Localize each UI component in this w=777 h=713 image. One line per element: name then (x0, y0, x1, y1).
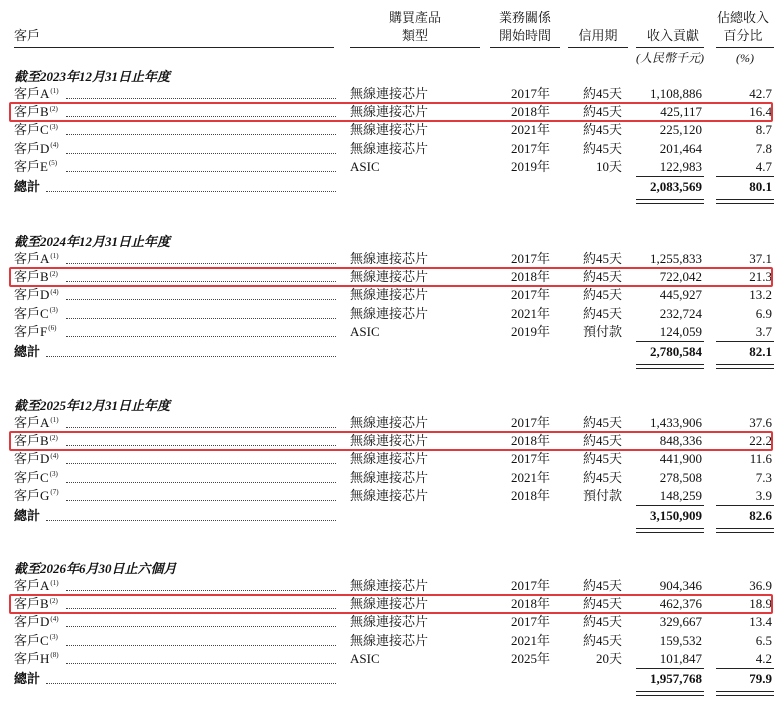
revenue-value: 148,259 (659, 487, 702, 503)
product-type: 無線連接芯片 (350, 614, 429, 630)
credit-term: 預付款 (582, 323, 622, 339)
leader-dots (66, 482, 336, 483)
credit-term: 約45天 (582, 269, 622, 285)
product-type: 無線連接芯片 (350, 287, 429, 303)
total-label: 總計 (14, 344, 41, 359)
customer-name (14, 287, 59, 303)
footnote-marker: (2) (49, 596, 58, 605)
product-type: 無線連接芯片 (350, 122, 429, 138)
revenue-share: 7.3 (755, 469, 772, 485)
relationship-year: 2018年 (510, 596, 550, 612)
revenue-value: 1,255,833 (650, 251, 702, 266)
product-type: 無線連接芯片 (350, 140, 429, 156)
customer-label: 客戶A (14, 86, 50, 101)
customer-label: 客戶A (14, 415, 50, 430)
relationship-year: 2017年 (510, 287, 550, 303)
section-title: 截至2025年12月31日止年度 (14, 398, 171, 413)
header-revenue: 收入貢獻 (646, 28, 699, 43)
total-double-rule-share (716, 364, 774, 369)
customer-label: 客戶B (14, 596, 49, 612)
product-type: 無線連接芯片 (350, 305, 429, 321)
customer-label: 客戶E (14, 158, 48, 174)
revenue-share: 37.1 (749, 251, 772, 266)
leader-dots (66, 318, 336, 319)
leader-dots (66, 463, 336, 464)
product-type: ASIC (350, 158, 380, 174)
revenue-share: 13.2 (749, 287, 772, 303)
total-label: 總計 (14, 671, 41, 686)
customer-name (14, 86, 59, 102)
revenue-share: 11.6 (749, 451, 772, 467)
total-leader-dots (46, 520, 336, 521)
footnote-marker: (3) (49, 306, 58, 315)
product-type: 無線連接芯片 (350, 469, 429, 485)
customer-label: 客戶B (14, 433, 49, 449)
header-product-line2: 類型 (401, 28, 428, 43)
footnote-marker: (1) (50, 86, 59, 95)
revenue-share: 8.7 (755, 122, 772, 138)
customer-name (14, 324, 56, 340)
leader-dots (66, 98, 336, 99)
customer-label: 客戶D (14, 287, 50, 303)
leader-dots (66, 299, 336, 300)
revenue-value: 225,120 (659, 122, 702, 138)
header-rule-relationship (490, 47, 560, 48)
customer-label: 客戶A (14, 251, 50, 266)
footnote-marker: (1) (50, 251, 59, 260)
customer-label: 客戶H (14, 650, 50, 666)
leader-dots (66, 153, 336, 154)
footnote-marker: (1) (50, 415, 59, 424)
relationship-year: 2017年 (510, 140, 550, 156)
customer-name (14, 651, 59, 667)
relationship-year: 2017年 (510, 451, 550, 467)
product-type: 無線連接芯片 (350, 415, 429, 430)
credit-term: 約45天 (582, 104, 622, 120)
revenue-value: 445,927 (659, 287, 702, 303)
relationship-year: 2018年 (510, 104, 550, 120)
customer-name (14, 159, 57, 175)
leader-dots (66, 500, 336, 501)
customer-label: 客戶C (14, 632, 49, 648)
total-label: 總計 (14, 179, 41, 194)
total-share: 79.9 (749, 671, 772, 686)
revenue-share: 3.9 (755, 487, 772, 503)
total-revenue: 1,957,768 (650, 671, 702, 686)
customer-label: 客戶G (14, 487, 50, 503)
footnote-marker: (4) (50, 615, 59, 624)
leader-dots (66, 626, 336, 627)
customer-label: 客戶B (14, 104, 49, 120)
product-type: 無線連接芯片 (350, 596, 429, 612)
revenue-share: 21.3 (749, 269, 772, 285)
customer-name (14, 633, 58, 649)
product-type: 無線連接芯片 (350, 487, 429, 503)
revenue-value: 462,376 (659, 596, 702, 612)
section-title: 截至2024年12月31日止年度 (14, 234, 171, 249)
customer-name (14, 578, 59, 594)
revenue-share: 3.7 (755, 323, 772, 339)
revenue-share: 6.9 (755, 305, 772, 321)
revenue-value: 232,724 (659, 305, 702, 321)
customer-name (14, 306, 58, 322)
section-title: 截至2026年6月30日止六個月 (14, 561, 177, 576)
footnote-marker: (4) (50, 141, 59, 150)
total-rule-share (716, 505, 774, 506)
revenue-value: 329,667 (659, 614, 702, 630)
footnote-marker: (3) (49, 633, 58, 642)
total-rule-revenue (636, 505, 704, 506)
highlight-box (9, 102, 773, 122)
revenue-share: 42.7 (749, 86, 772, 101)
credit-term: 約45天 (582, 451, 622, 467)
total-rule-share (716, 341, 774, 342)
revenue-share: 37.6 (749, 415, 772, 430)
credit-term: 約45天 (582, 614, 622, 630)
revenue-share: 4.7 (755, 158, 772, 174)
credit-term: 約45天 (582, 140, 622, 156)
revenue-share: 6.5 (755, 632, 772, 648)
total-leader-dots (46, 683, 336, 684)
revenue-value: 441,900 (659, 451, 702, 467)
header-share-line2: 百分比 (723, 28, 763, 43)
total-label: 總計 (14, 508, 41, 523)
credit-term: 20天 (595, 650, 622, 666)
header-rule-customer (14, 47, 334, 48)
total-share: 82.6 (749, 508, 772, 523)
customer-label: 客戶A (14, 578, 50, 593)
highlight-box (9, 431, 773, 451)
revenue-value: 1,433,906 (650, 415, 702, 430)
credit-term: 約45天 (582, 578, 622, 593)
highlight-box (9, 267, 773, 287)
customer-name (14, 251, 59, 267)
total-double-rule-revenue (636, 528, 704, 533)
product-type: ASIC (350, 650, 380, 666)
footnote-marker: (8) (50, 651, 59, 660)
relationship-year: 2021年 (510, 632, 550, 648)
product-type: 無線連接芯片 (350, 451, 429, 467)
footnote-marker: (2) (49, 104, 58, 113)
product-type: 無線連接芯片 (350, 433, 429, 449)
credit-term: 約45天 (582, 596, 622, 612)
customer-name (14, 415, 59, 431)
credit-term: 約45天 (582, 287, 622, 303)
revenue-share: 16.4 (749, 104, 772, 120)
credit-term: 約45天 (582, 632, 622, 648)
total-leader-dots (46, 191, 336, 192)
revenue-share: 18.9 (749, 596, 772, 612)
header-relationship-line2: 開始時間 (498, 28, 551, 43)
credit-term: 10天 (595, 158, 622, 174)
relationship-year: 2018年 (510, 433, 550, 449)
total-revenue: 2,083,569 (650, 179, 702, 194)
customer-name (14, 122, 58, 138)
highlight-box (9, 594, 773, 614)
total-double-rule-share (716, 691, 774, 696)
total-leader-dots (46, 356, 336, 357)
total-double-rule-share (716, 528, 774, 533)
leader-dots (66, 590, 336, 591)
revenue-value: 101,847 (659, 650, 702, 666)
relationship-year: 2025年 (510, 650, 550, 666)
leader-dots (66, 663, 336, 664)
revenue-share: 4.2 (755, 650, 772, 666)
header-rule-revenue (636, 47, 704, 48)
revenue-value: 122,983 (659, 158, 702, 174)
customer-name (14, 488, 59, 504)
relationship-year: 2017年 (510, 614, 550, 630)
relationship-year: 2019年 (510, 323, 550, 339)
credit-term: 約45天 (582, 469, 622, 485)
header-rule-share (716, 47, 774, 48)
credit-term: 預付款 (582, 487, 622, 503)
footnote-marker: (4) (50, 452, 59, 461)
revenue-share: 36.9 (749, 578, 772, 593)
customer-label: 客戶C (14, 305, 49, 321)
total-double-rule-revenue (636, 364, 704, 369)
revenue-value: 904,346 (659, 578, 702, 593)
customer-name (14, 451, 59, 467)
relationship-year: 2018年 (510, 269, 550, 285)
total-share: 80.1 (749, 179, 772, 194)
revenue-value: 124,059 (659, 323, 702, 339)
leader-dots (66, 336, 336, 337)
footnote-marker: (6) (48, 324, 57, 333)
total-share: 82.1 (749, 344, 772, 359)
leader-dots (66, 427, 336, 428)
relationship-year: 2018年 (510, 487, 550, 503)
credit-term: 約45天 (582, 305, 622, 321)
customer-label: 客戶D (14, 140, 50, 156)
product-type: 無線連接芯片 (350, 251, 429, 266)
customer-label: 客戶D (14, 614, 50, 630)
revenue-value: 848,336 (659, 433, 702, 449)
leader-dots (66, 134, 336, 135)
header-credit: 信用期 (578, 28, 618, 43)
revenue-value: 201,464 (659, 140, 702, 156)
leader-dots (66, 645, 336, 646)
product-type: 無線連接芯片 (350, 86, 429, 101)
credit-term: 約45天 (582, 86, 622, 101)
relationship-year: 2017年 (510, 86, 550, 101)
revenue-unit: (人民幣千元) (636, 51, 704, 65)
header-share-line1: 佔總收入 (716, 10, 769, 25)
relationship-year: 2021年 (510, 305, 550, 321)
credit-term: 約45天 (582, 251, 622, 266)
customer-label: 客戶F (14, 323, 48, 339)
footnote-marker: (2) (49, 269, 58, 278)
total-revenue: 2,780,584 (650, 344, 702, 359)
total-rule-share (716, 668, 774, 669)
product-type: ASIC (350, 323, 380, 339)
footnote-marker: (3) (49, 470, 58, 479)
footnote-marker: (5) (48, 159, 58, 168)
revenue-value: 425,117 (660, 104, 702, 120)
revenue-share: 13.4 (749, 614, 772, 630)
share-unit: (%) (736, 51, 754, 65)
total-double-rule-revenue (636, 199, 704, 204)
credit-term: 約45天 (582, 415, 622, 430)
product-type: 無線連接芯片 (350, 104, 429, 120)
customer-name (14, 141, 59, 157)
customer-label: 客戶B (14, 269, 49, 285)
customer-label: 客戶C (14, 469, 49, 485)
leader-dots (66, 171, 336, 172)
relationship-year: 2017年 (510, 251, 550, 266)
footnote-marker: (7) (50, 488, 59, 497)
revenue-value: 722,042 (659, 269, 702, 285)
header-product-line1: 購買產品 (388, 10, 441, 25)
section-title: 截至2023年12月31日止年度 (14, 69, 171, 84)
footnote-marker: (3) (49, 123, 58, 132)
revenue-share: 22.2 (749, 433, 772, 449)
total-revenue: 3,150,909 (650, 508, 702, 523)
header-rule-credit (568, 47, 628, 48)
total-double-rule-revenue (636, 691, 704, 696)
footnote-marker: (4) (50, 288, 59, 297)
relationship-year: 2017年 (510, 415, 550, 430)
customer-name (14, 614, 59, 630)
revenue-share: 7.8 (755, 140, 772, 156)
credit-term: 約45天 (582, 433, 622, 449)
product-type: 無線連接芯片 (350, 578, 429, 593)
leader-dots (66, 263, 336, 264)
total-rule-revenue (636, 668, 704, 669)
credit-term: 約45天 (582, 122, 622, 138)
relationship-year: 2019年 (510, 158, 550, 174)
product-type: 無線連接芯片 (350, 632, 429, 648)
product-type: 無線連接芯片 (350, 269, 429, 285)
footnote-marker: (1) (50, 578, 59, 587)
relationship-year: 2017年 (510, 578, 550, 593)
customer-name (14, 470, 58, 486)
relationship-year: 2021年 (510, 122, 550, 138)
total-rule-share (716, 176, 774, 177)
customer-label: 客戶C (14, 122, 49, 138)
total-rule-revenue (636, 176, 704, 177)
header-rule-product (350, 47, 480, 48)
footnote-marker: (2) (49, 433, 58, 442)
revenue-value: 1,108,886 (650, 86, 702, 101)
total-rule-revenue (636, 341, 704, 342)
total-double-rule-share (716, 199, 774, 204)
relationship-year: 2021年 (510, 469, 550, 485)
revenue-value: 159,532 (659, 632, 702, 648)
header-customer: 客戶 (14, 28, 41, 43)
revenue-value: 278,508 (659, 469, 702, 485)
customer-label: 客戶D (14, 451, 50, 467)
header-relationship-line1: 業務關係 (498, 10, 551, 25)
